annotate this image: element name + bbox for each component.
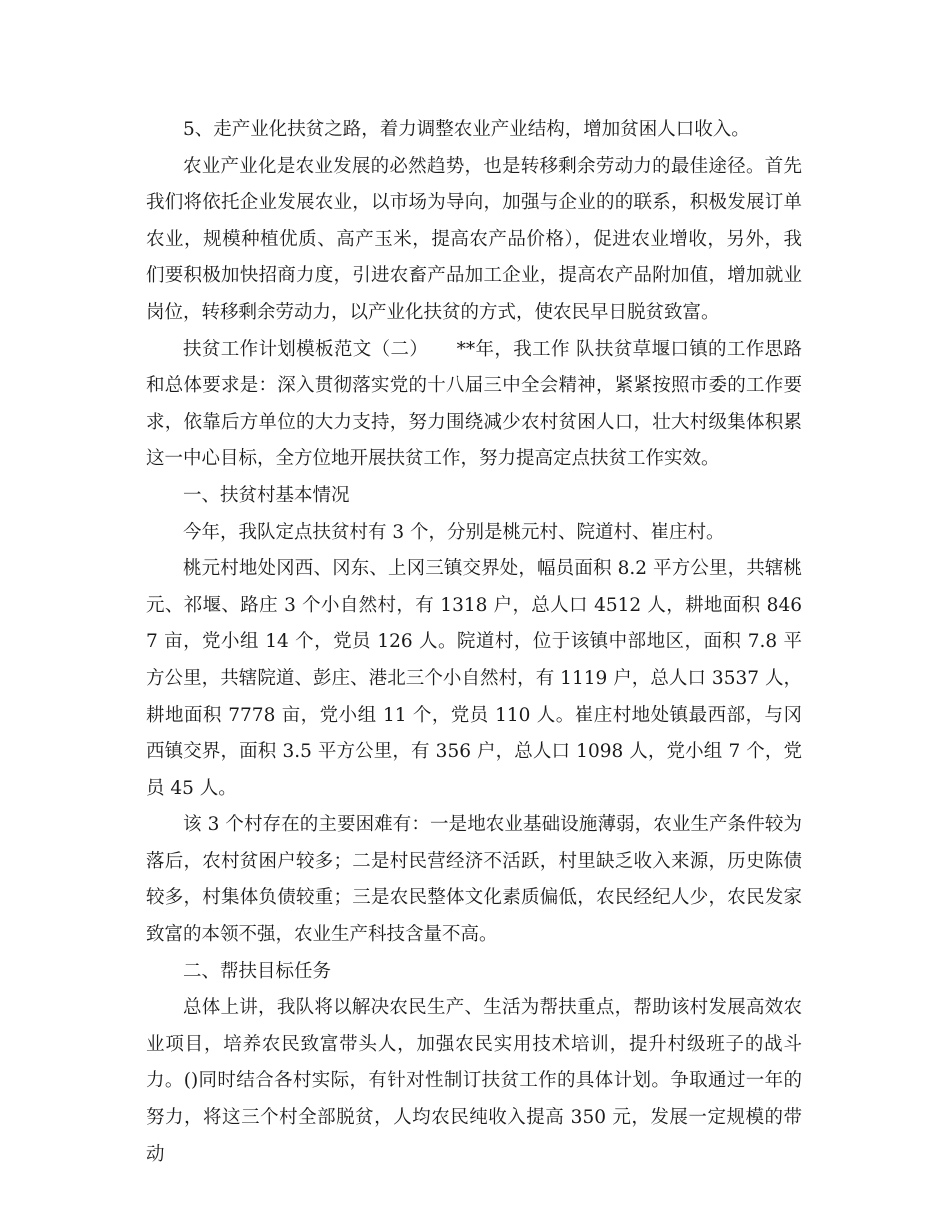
paragraph-villages-list: 今年，我队定点扶贫村有 3 个，分别是桃元村、院道村、崔庄村。: [183, 521, 725, 543]
section-heading-industrialization: 5、走产业化扶贫之路，着力调整农业产业结构，增加贫困人口收入。: [183, 119, 750, 140]
document-body: [146, 112, 802, 1173]
paragraph-plan-template-intro: 扶贫工作计划模板范文（二） **年，我工作 队扶贫草堰口镇的工作思路和总体要求是：深入贯彻落实党的十八届三中全会精神，紧紧按照市委的工作要求，依靠后方单位的大力支持，努力围绕减少农村贫困人口，壮大村级集体积累这一中心目标，全方位地开展扶贫工作，努力提高定点扶贫工作实效。: [146, 338, 802, 470]
paragraph-main-difficulties: 该 3 个村存在的主要困难有：一是地农业基础设施薄弱，农业生产条件较为落后，农村贫困户较多；二是村民营经济不活跃，村里缺乏收入来源，历史陈债较多，村集体负债较重；三是农民整体文化素质偏低，农民经纪人少，农民发家致富的本领不强，农业生产科技含量不高。: [146, 814, 802, 946]
section-heading-village-basics: 一、扶贫村基本情况: [183, 484, 350, 506]
section-heading-goals: 二、帮扶目标任务: [183, 960, 332, 982]
paragraph-goals: 总体上讲，我队将以解决农民生产、生活为帮扶重点，帮助该村发展高效农业项目，培养农民致富带头人，加强农民实用技术培训，提升村级班子的战斗力。()同时结合各村实际，有针对性制订扶贫工作的具体计划。争取通过一年的努力，将这三个村全部脱贫，人均农民纯收入提高 350 元，发展一定规模的带动: [146, 997, 802, 1165]
paragraph-industrialization: 农业产业化是农业发展的必然趋势，也是转移剩余劳动力的最佳途径。首先我们将依托企业发展农业，以市场为导向，加强与企业的的联系，积极发展订单农业，规模种植优质、高产玉米，提高农产品价格），促进农业增收，另外，我们要积极加快招商力度，引进农畜产品加工企业，提高农产品附加值，增加就业岗位，转移剩余劳动力，以产业化扶贫的方式，使农民早日脱贫致富。: [146, 155, 802, 323]
paragraph-village-statistics: 桃元村地处冈西、冈东、上冈三镇交界处，幅员面积 8.2 平方公里，共辖桃元、祁堰、路庄 3 个小自然村，有 1318 户，总人口 4512 人，耕地面积 8467 亩，党小组 14 个，党员 126 人。院道村，位于该镇中部地区，面积 7.8 平方公里，共辖院道、彭庄、港北三个小自然村，有 1119 户，总人口 3537 人，耕地面积 7778 亩，党小组 11 个，党员 110 人。崔庄村地处镇最西部，与冈西镇交界，面积 3.5 平方公里，有 356 户，总人口 1098 人，党小组 7 个，党员 45 人。: [146, 558, 802, 799]
